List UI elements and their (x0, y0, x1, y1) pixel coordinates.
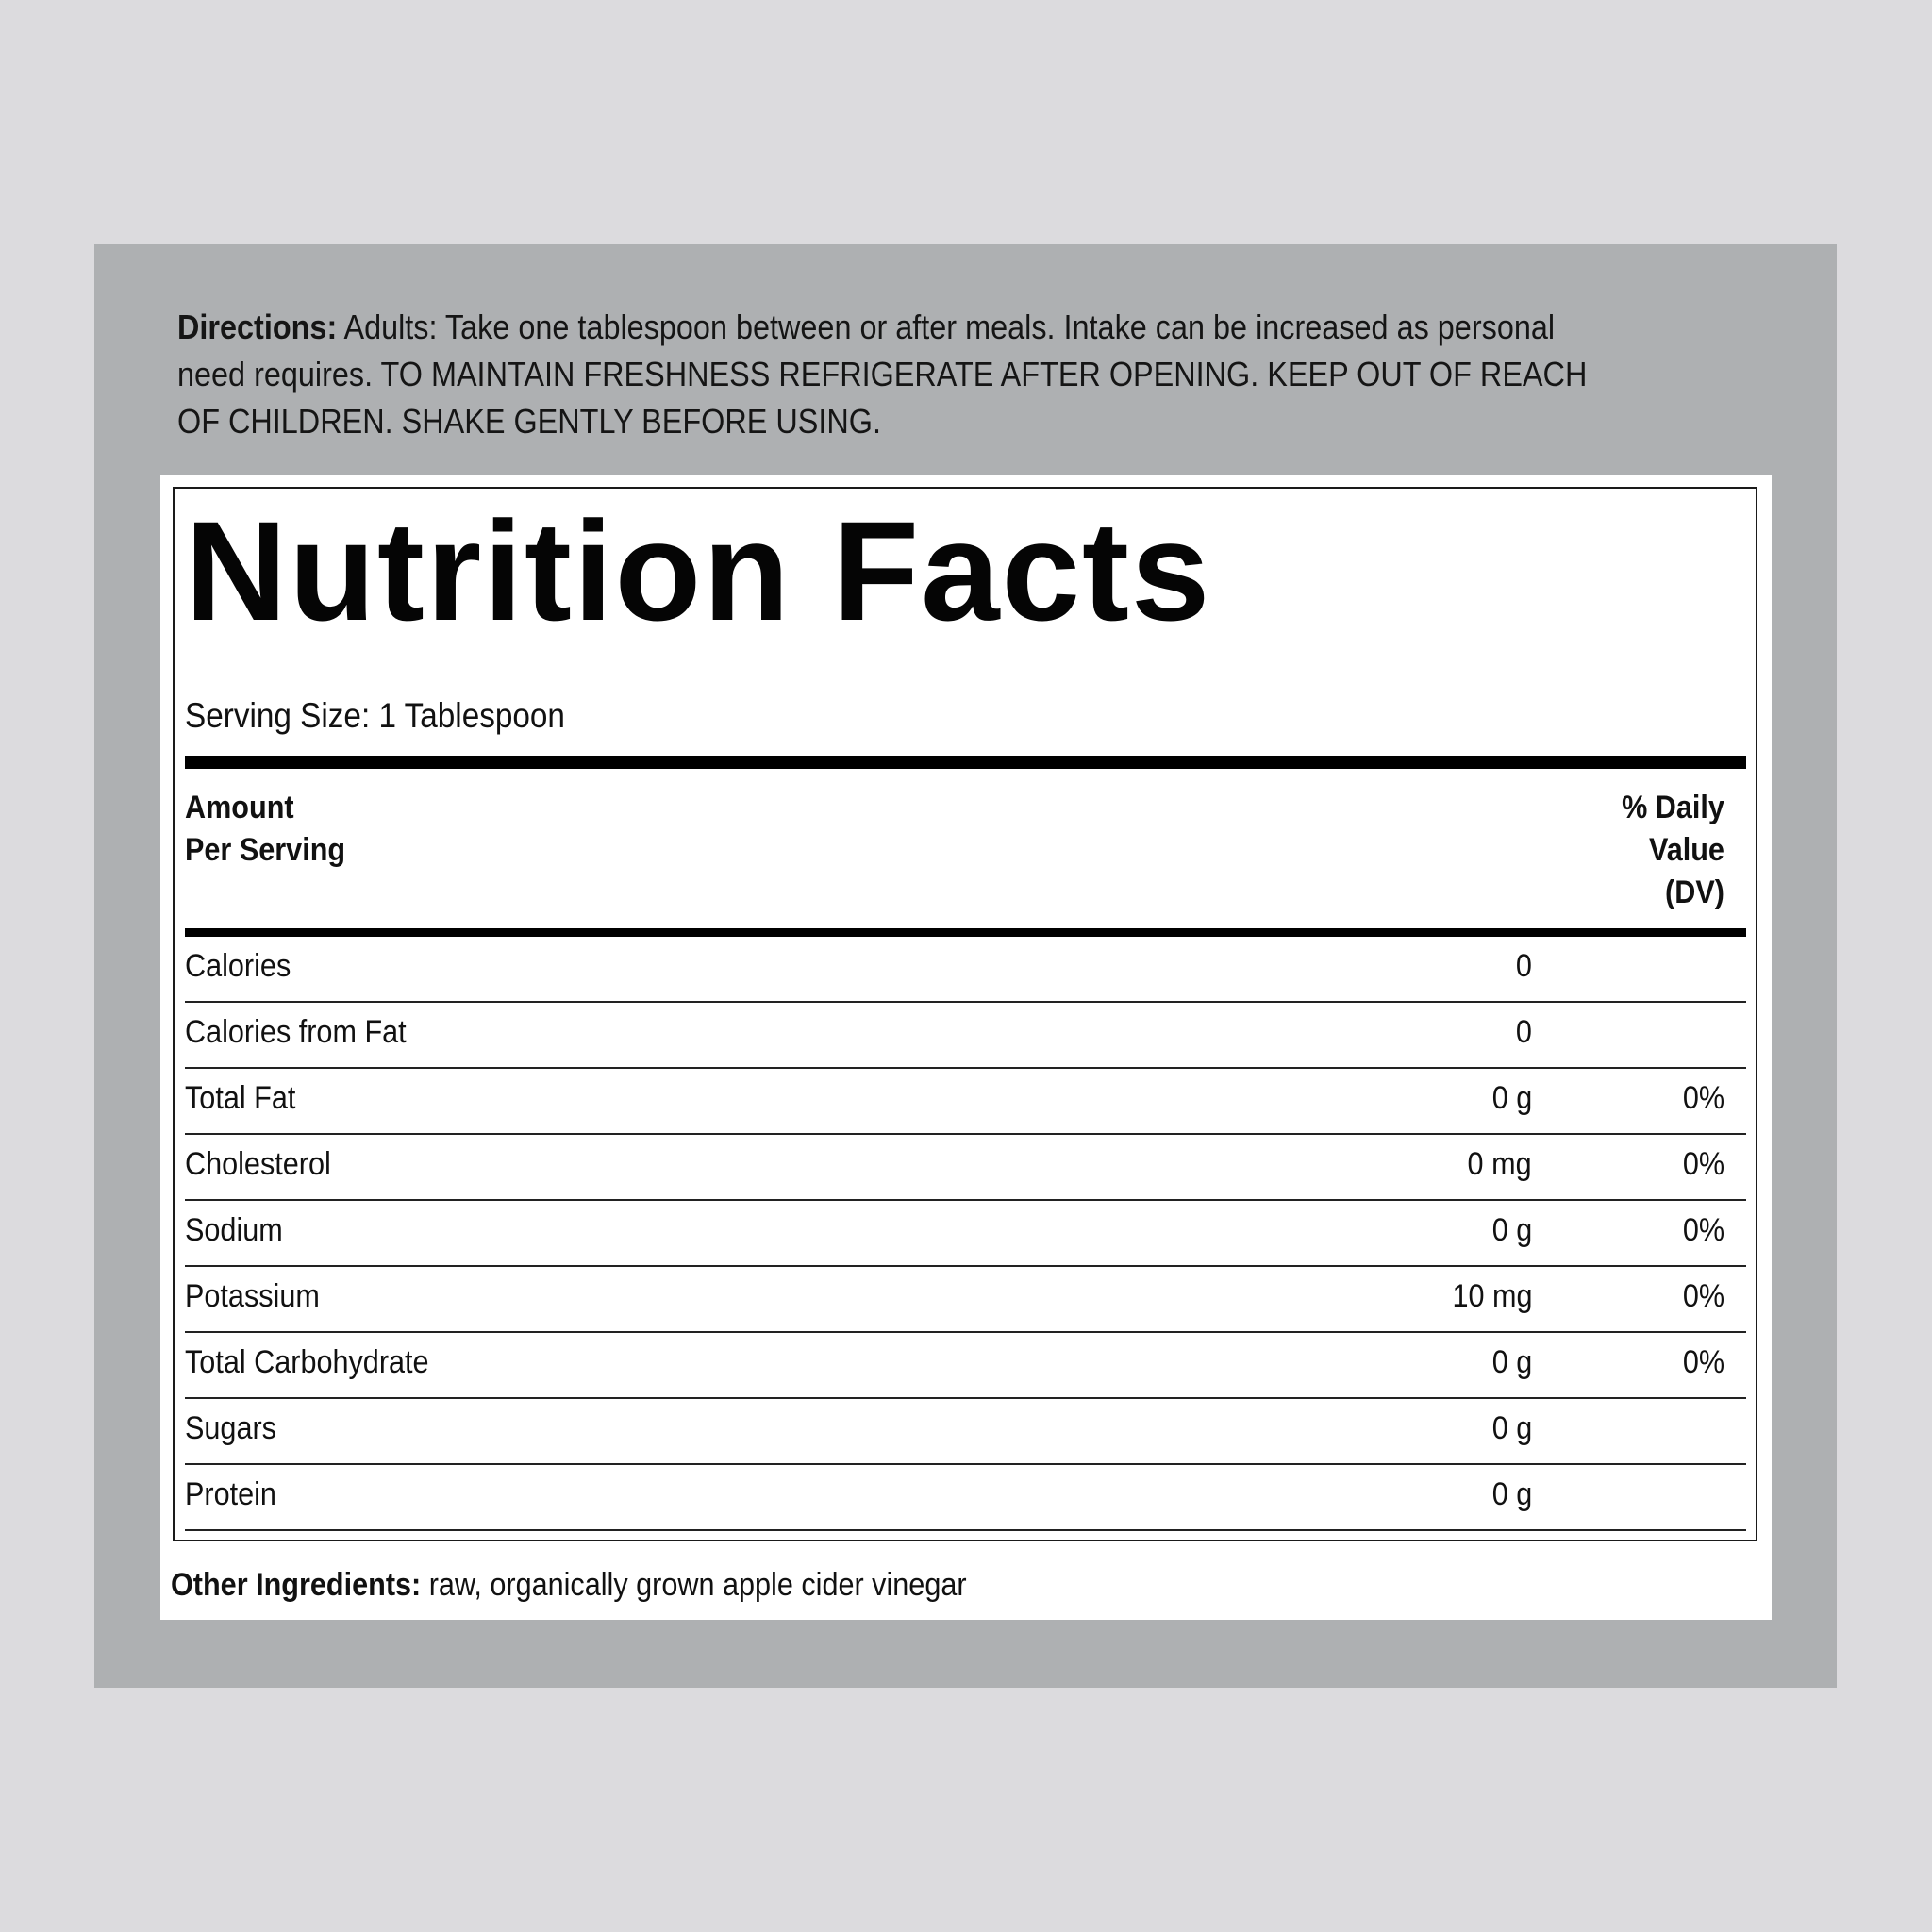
table-row (185, 1399, 1746, 1465)
nutrient-name: Calories from Fat (185, 1014, 407, 1050)
nutrient-amount: 0 (1515, 1014, 1532, 1050)
header-right-line-2: Value (1649, 832, 1724, 868)
directions-label: Directions: (177, 308, 338, 346)
nutrient-amount: 0 g (1491, 1410, 1532, 1446)
table-row (185, 1135, 1746, 1201)
table-row (185, 1003, 1746, 1069)
table-row (185, 1069, 1746, 1135)
nutrient-amount: 0 g (1491, 1476, 1532, 1512)
nutrient-dv: 0% (1682, 1080, 1724, 1116)
serving-size: Serving Size: 1 Tablespoon (185, 696, 565, 735)
nutrient-dv: 0% (1682, 1146, 1724, 1182)
table-row (185, 1201, 1746, 1267)
nutrient-table (185, 937, 1746, 1531)
nutrient-amount: 0 g (1491, 1080, 1532, 1116)
header-right-line-3: (DV) (1665, 874, 1724, 910)
other-ingredients-text: raw, organically grown apple cider vinegar (421, 1567, 967, 1603)
nutrient-name: Cholesterol (185, 1146, 331, 1182)
nutrient-name: Calories (185, 948, 291, 984)
header-right-line-1: % Daily (1622, 790, 1724, 825)
thick-divider-top (185, 756, 1746, 769)
nutrition-facts-title: Nutrition Facts (185, 491, 1212, 650)
other-ingredients-label: Other Ingredients: (171, 1567, 422, 1603)
header-left-line-2: Per Serving (185, 832, 346, 868)
table-row (185, 1267, 1746, 1333)
directions-body: Adults: Take one tablespoon between or after meals. Intake can be increased as personal need requires. TO MAINTAIN FRESHNESS REFRIGERATE AFTER OPENING. KEEP OUT OF REACH OF CHILDREN. SHAKE GENTLY BEFORE USING. (177, 308, 1588, 441)
nutrient-dv: 0% (1682, 1344, 1724, 1380)
nutrient-name: Sugars (185, 1410, 276, 1446)
nutrient-amount: 0 mg (1467, 1146, 1532, 1182)
other-ingredients (171, 1563, 967, 1607)
nutrient-name: Total Fat (185, 1080, 296, 1116)
nutrient-name: Potassium (185, 1278, 320, 1314)
nutrient-dv: 0% (1682, 1278, 1724, 1314)
amount-per-serving-header (185, 787, 345, 872)
header-left-line-1: Amount (185, 790, 294, 825)
directions-text (177, 304, 1621, 445)
table-row (185, 1465, 1746, 1531)
nutrient-amount: 10 mg (1451, 1278, 1532, 1314)
nutrient-amount: 0 g (1491, 1212, 1532, 1248)
nutrient-name: Protein (185, 1476, 276, 1512)
daily-value-header (1622, 787, 1724, 914)
nutrient-name: Sodium (185, 1212, 283, 1248)
nutrient-amount: 0 (1515, 948, 1532, 984)
thick-divider-header (185, 928, 1746, 937)
nutrient-name: Total Carbohydrate (185, 1344, 429, 1380)
nutrient-dv: 0% (1682, 1212, 1724, 1248)
table-row (185, 1333, 1746, 1399)
nutrient-amount: 0 g (1491, 1344, 1532, 1380)
table-row (185, 937, 1746, 1003)
